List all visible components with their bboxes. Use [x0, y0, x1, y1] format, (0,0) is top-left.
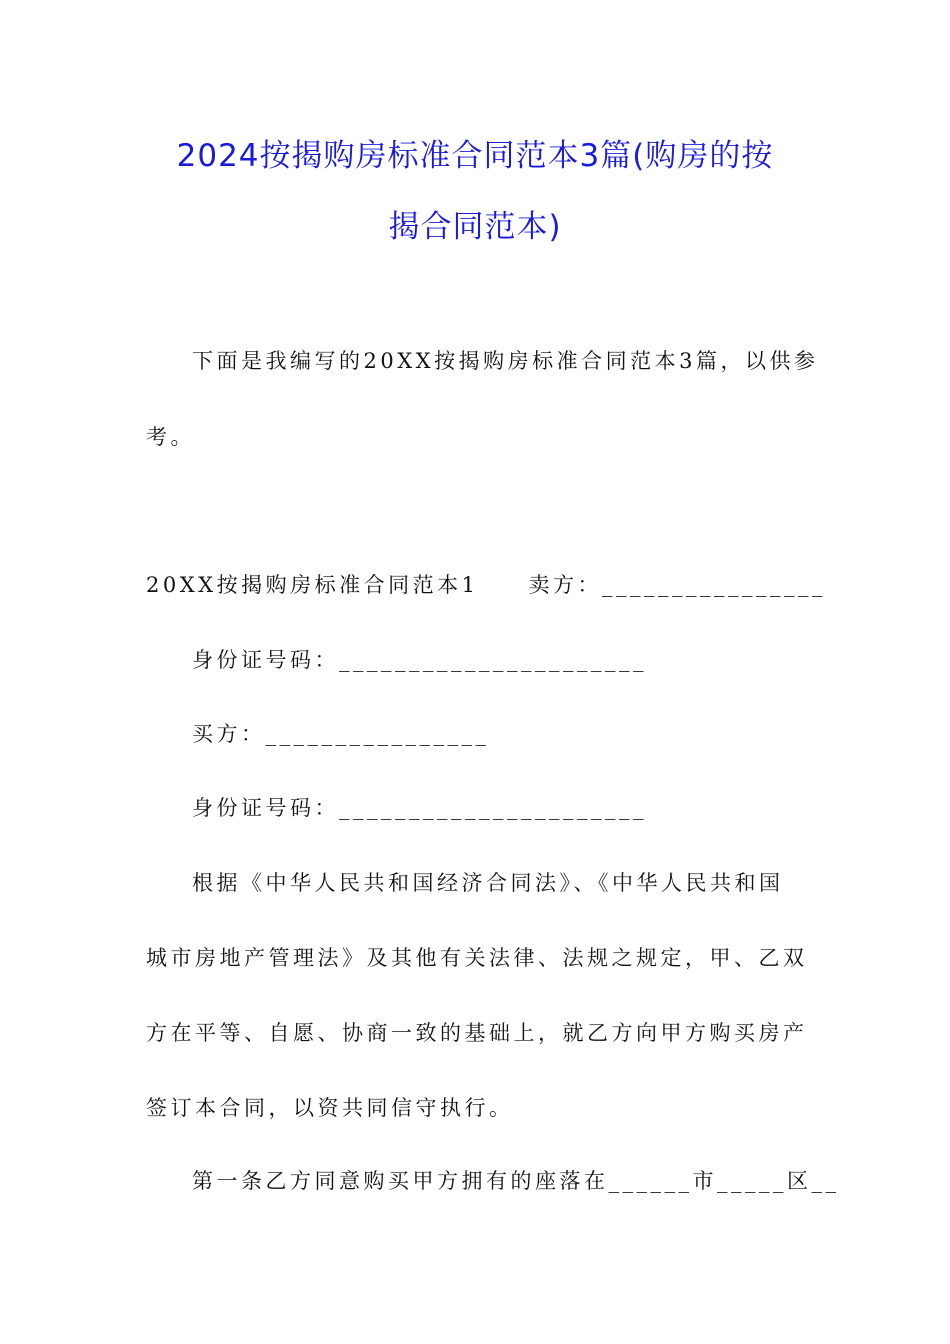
basis-line-1: 根据《中华人民共和国经济合同法》、《中华人民共和国 — [192, 871, 784, 895]
basis-line-3: 方在平等、自愿、协商一致的基础上，就乙方向甲方购买房产 — [146, 1021, 808, 1045]
seller-id-line: 身份证号码：______________________ — [192, 648, 647, 672]
basis-line-4: 签订本合同，以资共同信守执行。 — [146, 1096, 514, 1120]
contract-heading-row — [146, 571, 826, 599]
buyer-line: 买方：________________ — [192, 722, 490, 746]
intro-line-2: 考。 — [146, 425, 195, 449]
article-1-line-1: 第一条乙方同意购买甲方拥有的座落在______市_____区__ — [192, 1169, 840, 1193]
document-title-line-1: 2024按揭购房标准合同范本3篇(购房的按 — [176, 138, 774, 174]
basis-line-2: 城市房地产管理法》及其他有关法律、法规之规定，甲、乙双 — [146, 946, 808, 970]
section-heading: 20XX按揭购房标准合同范本1 — [146, 573, 479, 597]
document-title-line-2: 揭合同范本) — [388, 209, 562, 245]
seller-label: 卖方：________________ — [528, 573, 826, 597]
intro-line-1: 下面是我编写的20XX按揭购房标准合同范本3篇，以供参 — [192, 349, 819, 373]
buyer-id-line: 身份证号码：______________________ — [192, 796, 647, 820]
